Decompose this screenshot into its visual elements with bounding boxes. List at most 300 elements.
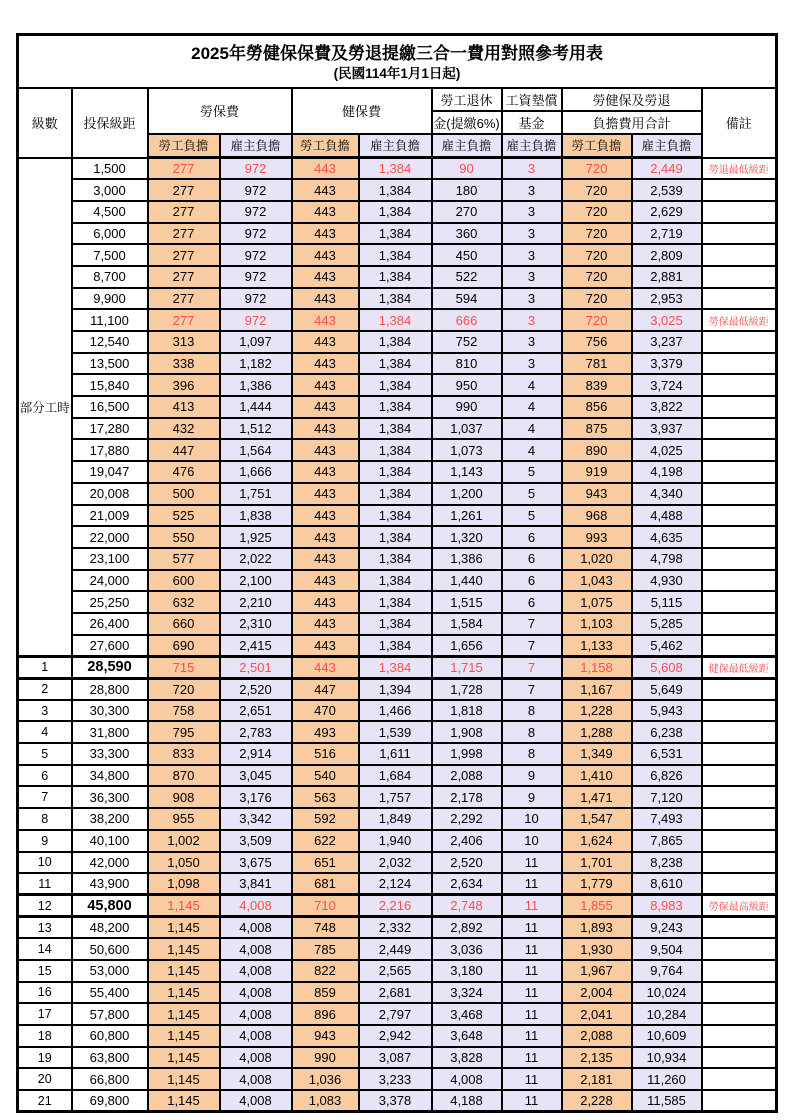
cell-labor-fee-employer: 972 xyxy=(220,223,292,245)
cell-health-fee-employee: 748 xyxy=(292,917,359,939)
cell-pension-employer: 752 xyxy=(432,331,502,353)
cell-remark xyxy=(702,1003,777,1025)
cell-wage-fund-employer: 11 xyxy=(502,1025,562,1047)
table-row xyxy=(18,917,777,939)
cell-health-fee-employer: 2,449 xyxy=(359,938,432,960)
cell-pension-employer: 2,178 xyxy=(432,786,502,808)
table-row xyxy=(18,526,777,548)
cell-bracket: 11,100 xyxy=(72,309,148,331)
cell-labor-fee-employer: 2,100 xyxy=(220,570,292,592)
cell-total-employer: 6,826 xyxy=(632,765,702,787)
cell-labor-fee-employee: 550 xyxy=(148,526,220,548)
cell-labor-fee-employer: 972 xyxy=(220,179,292,201)
cell-pension-employer: 2,748 xyxy=(432,895,502,917)
cell-labor-fee-employer: 3,342 xyxy=(220,808,292,830)
cell-remark xyxy=(702,266,777,288)
cell-pension-employer: 1,584 xyxy=(432,613,502,635)
cell-pension-employer: 4,188 xyxy=(432,1090,502,1112)
cell-bracket: 69,800 xyxy=(72,1090,148,1112)
cell-health-fee-employee: 443 xyxy=(292,483,359,505)
cell-bracket: 63,800 xyxy=(72,1047,148,1069)
cell-pension-employer: 1,818 xyxy=(432,700,502,722)
cell-remark: 勞保最高級距 xyxy=(702,895,777,917)
table-row xyxy=(18,201,777,223)
cell-labor-fee-employer: 2,501 xyxy=(220,656,292,678)
cell-total-employee: 720 xyxy=(562,158,632,180)
cell-bracket: 26,400 xyxy=(72,613,148,635)
cell-labor-fee-employer: 972 xyxy=(220,309,292,331)
cell-remark xyxy=(702,917,777,939)
cell-labor-fee-employee: 277 xyxy=(148,309,220,331)
table-row xyxy=(18,808,777,830)
table-row xyxy=(18,635,777,657)
cell-health-fee-employer: 3,233 xyxy=(359,1068,432,1090)
cell-wage-fund-employer: 10 xyxy=(502,808,562,830)
cell-labor-fee-employer: 4,008 xyxy=(220,1090,292,1112)
cell-remark: 勞保最低級距 xyxy=(702,309,777,331)
table-row xyxy=(18,873,777,895)
cell-health-fee-employer: 1,384 xyxy=(359,266,432,288)
title-row xyxy=(18,35,777,88)
cell-pension-employer: 3,648 xyxy=(432,1025,502,1047)
cell-bracket: 3,000 xyxy=(72,179,148,201)
cell-total-employer: 4,025 xyxy=(632,439,702,461)
cell-total-employer: 11,585 xyxy=(632,1090,702,1112)
cell-remark xyxy=(702,830,777,852)
cell-labor-fee-employee: 632 xyxy=(148,591,220,613)
cell-health-fee-employer: 1,384 xyxy=(359,223,432,245)
cell-wage-fund-employer: 4 xyxy=(502,418,562,440)
cell-pension-employer: 950 xyxy=(432,374,502,396)
cell-health-fee-employer: 1,384 xyxy=(359,548,432,570)
cell-total-employee: 1,893 xyxy=(562,917,632,939)
cell-wage-fund-employer: 11 xyxy=(502,895,562,917)
cell-labor-fee-employee: 1,145 xyxy=(148,938,220,960)
cell-remark xyxy=(702,982,777,1004)
cell-labor-fee-employee: 715 xyxy=(148,656,220,678)
cell-level: 18 xyxy=(18,1025,72,1047)
cell-total-employer: 7,865 xyxy=(632,830,702,852)
table-row xyxy=(18,1047,777,1069)
cell-remark xyxy=(702,786,777,808)
cell-wage-fund-employer: 7 xyxy=(502,656,562,678)
table-row xyxy=(18,461,777,483)
cell-labor-fee-employee: 908 xyxy=(148,786,220,808)
cell-pension-employer: 594 xyxy=(432,288,502,310)
cell-bracket: 53,000 xyxy=(72,960,148,982)
table-body xyxy=(18,158,777,1112)
cell-total-employer: 2,449 xyxy=(632,158,702,180)
cell-pension-employer: 4,008 xyxy=(432,1068,502,1090)
cell-total-employee: 1,103 xyxy=(562,613,632,635)
cell-bracket: 55,400 xyxy=(72,982,148,1004)
cell-pension-employer: 2,088 xyxy=(432,765,502,787)
cell-pension-employer: 666 xyxy=(432,309,502,331)
cell-health-fee-employee: 443 xyxy=(292,526,359,548)
cell-total-employer: 3,237 xyxy=(632,331,702,353)
cell-pension-employer: 1,656 xyxy=(432,635,502,657)
cell-wage-fund-employer: 8 xyxy=(502,700,562,722)
cell-remark xyxy=(702,960,777,982)
cell-labor-fee-employee: 833 xyxy=(148,743,220,765)
cell-remark xyxy=(702,418,777,440)
cell-remark xyxy=(702,1025,777,1047)
header-labor-insurance: 勞保費 xyxy=(148,88,292,134)
cell-total-employer: 4,340 xyxy=(632,483,702,505)
cell-pension-employer: 1,515 xyxy=(432,591,502,613)
cell-health-fee-employee: 785 xyxy=(292,938,359,960)
cell-level: 14 xyxy=(18,938,72,960)
cell-remark xyxy=(702,1090,777,1112)
cell-health-fee-employee: 443 xyxy=(292,288,359,310)
cell-health-fee-employer: 2,332 xyxy=(359,917,432,939)
cell-labor-fee-employer: 2,210 xyxy=(220,591,292,613)
cell-total-employer: 2,953 xyxy=(632,288,702,310)
cell-level: 10 xyxy=(18,852,72,874)
cell-health-fee-employee: 443 xyxy=(292,591,359,613)
cell-total-employer: 3,822 xyxy=(632,396,702,418)
table-row xyxy=(18,570,777,592)
cell-total-employee: 1,930 xyxy=(562,938,632,960)
table-row xyxy=(18,721,777,743)
cell-total-employee: 875 xyxy=(562,418,632,440)
cell-total-employer: 9,504 xyxy=(632,938,702,960)
cell-health-fee-employer: 1,384 xyxy=(359,396,432,418)
cell-pension-employer: 1,320 xyxy=(432,526,502,548)
cell-remark xyxy=(702,483,777,505)
cell-health-fee-employer: 1,384 xyxy=(359,591,432,613)
cell-total-employer: 4,798 xyxy=(632,548,702,570)
page-title: 2025年勞健保保費及勞退提繳三合一費用對照參考用表 xyxy=(191,44,603,64)
subheader-labor-employee: 勞工負擔 xyxy=(148,134,220,158)
cell-total-employer: 9,764 xyxy=(632,960,702,982)
cell-labor-fee-employee: 1,098 xyxy=(148,873,220,895)
cell-total-employee: 720 xyxy=(562,201,632,223)
cell-labor-fee-employee: 338 xyxy=(148,353,220,375)
cell-remark xyxy=(702,396,777,418)
cell-health-fee-employer: 1,384 xyxy=(359,353,432,375)
cell-total-employee: 1,855 xyxy=(562,895,632,917)
cell-health-fee-employee: 443 xyxy=(292,179,359,201)
cell-wage-fund-employer: 5 xyxy=(502,461,562,483)
cell-health-fee-employer: 2,124 xyxy=(359,873,432,895)
cell-remark xyxy=(702,873,777,895)
cell-labor-fee-employee: 277 xyxy=(148,244,220,266)
cell-health-fee-employer: 1,384 xyxy=(359,158,432,180)
cell-health-fee-employer: 3,378 xyxy=(359,1090,432,1112)
cell-total-employer: 5,115 xyxy=(632,591,702,613)
cell-wage-fund-employer: 3 xyxy=(502,331,562,353)
cell-remark xyxy=(702,526,777,548)
cell-total-employee: 1,228 xyxy=(562,700,632,722)
cell-wage-fund-employer: 3 xyxy=(502,266,562,288)
table-row xyxy=(18,223,777,245)
cell-bracket: 25,250 xyxy=(72,591,148,613)
cell-wage-fund-employer: 9 xyxy=(502,786,562,808)
cell-health-fee-employee: 443 xyxy=(292,223,359,245)
cell-labor-fee-employer: 1,512 xyxy=(220,418,292,440)
title-block xyxy=(18,35,777,88)
cell-health-fee-employee: 681 xyxy=(292,873,359,895)
cell-level: 12 xyxy=(18,895,72,917)
cell-health-fee-employer: 1,384 xyxy=(359,374,432,396)
cell-labor-fee-employer: 1,564 xyxy=(220,439,292,461)
cell-wage-fund-employer: 6 xyxy=(502,570,562,592)
cell-labor-fee-employer: 972 xyxy=(220,201,292,223)
cell-labor-fee-employer: 1,182 xyxy=(220,353,292,375)
table-row xyxy=(18,158,777,180)
cell-wage-fund-employer: 3 xyxy=(502,158,562,180)
cell-bracket: 57,800 xyxy=(72,1003,148,1025)
cell-remark: 勞退最低級距 xyxy=(702,158,777,180)
table-row xyxy=(18,505,777,527)
subheader-total-employer: 雇主負擔 xyxy=(632,134,702,158)
cell-remark xyxy=(702,505,777,527)
cell-total-employer: 2,881 xyxy=(632,266,702,288)
cell-bracket: 66,800 xyxy=(72,1068,148,1090)
cell-pension-employer: 270 xyxy=(432,201,502,223)
cell-health-fee-employer: 1,384 xyxy=(359,418,432,440)
cell-labor-fee-employee: 1,145 xyxy=(148,917,220,939)
cell-remark xyxy=(702,244,777,266)
cell-total-employee: 2,135 xyxy=(562,1047,632,1069)
cell-remark xyxy=(702,223,777,245)
cell-health-fee-employer: 1,384 xyxy=(359,439,432,461)
cell-remark xyxy=(702,461,777,483)
cell-level: 20 xyxy=(18,1068,72,1090)
cell-pension-employer: 3,324 xyxy=(432,982,502,1004)
cell-labor-fee-employee: 870 xyxy=(148,765,220,787)
cell-labor-fee-employer: 3,675 xyxy=(220,852,292,874)
cell-pension-employer: 990 xyxy=(432,396,502,418)
cell-health-fee-employer: 1,940 xyxy=(359,830,432,852)
cell-labor-fee-employee: 1,145 xyxy=(148,1068,220,1090)
cell-bracket: 40,100 xyxy=(72,830,148,852)
table-row xyxy=(18,1090,777,1112)
cell-labor-fee-employee: 396 xyxy=(148,374,220,396)
cell-wage-fund-employer: 7 xyxy=(502,678,562,700)
cell-bracket: 30,300 xyxy=(72,700,148,722)
cell-health-fee-employer: 1,539 xyxy=(359,721,432,743)
cell-bracket: 28,590 xyxy=(72,656,148,678)
cell-labor-fee-employer: 2,914 xyxy=(220,743,292,765)
subheader-labor-employer: 雇主負擔 xyxy=(220,134,292,158)
cell-level: 17 xyxy=(18,1003,72,1025)
cell-labor-fee-employer: 1,751 xyxy=(220,483,292,505)
cell-total-employer: 5,608 xyxy=(632,656,702,678)
cell-labor-fee-employee: 1,145 xyxy=(148,1090,220,1112)
cell-wage-fund-employer: 5 xyxy=(502,483,562,505)
cell-health-fee-employer: 1,384 xyxy=(359,570,432,592)
cell-health-fee-employee: 443 xyxy=(292,656,359,678)
header-total-line1: 勞健保及勞退 xyxy=(562,88,702,111)
table-row xyxy=(18,1025,777,1047)
cell-total-employee: 919 xyxy=(562,461,632,483)
cell-total-employer: 3,379 xyxy=(632,353,702,375)
cell-total-employee: 1,020 xyxy=(562,548,632,570)
cell-level: 3 xyxy=(18,700,72,722)
cell-total-employee: 856 xyxy=(562,396,632,418)
cell-bracket: 36,300 xyxy=(72,786,148,808)
cell-remark xyxy=(702,548,777,570)
cell-labor-fee-employee: 277 xyxy=(148,201,220,223)
cell-pension-employer: 450 xyxy=(432,244,502,266)
cell-bracket: 33,300 xyxy=(72,743,148,765)
cell-bracket: 60,800 xyxy=(72,1025,148,1047)
cell-total-employer: 10,934 xyxy=(632,1047,702,1069)
cell-labor-fee-employer: 2,310 xyxy=(220,613,292,635)
cell-labor-fee-employee: 955 xyxy=(148,808,220,830)
cell-health-fee-employee: 443 xyxy=(292,244,359,266)
cell-total-employer: 7,493 xyxy=(632,808,702,830)
cell-labor-fee-employee: 1,145 xyxy=(148,895,220,917)
cell-labor-fee-employer: 4,008 xyxy=(220,938,292,960)
cell-labor-fee-employee: 660 xyxy=(148,613,220,635)
cell-labor-fee-employer: 3,841 xyxy=(220,873,292,895)
cell-bracket: 48,200 xyxy=(72,917,148,939)
cell-total-employer: 5,649 xyxy=(632,678,702,700)
cell-total-employer: 7,120 xyxy=(632,786,702,808)
cell-total-employee: 720 xyxy=(562,244,632,266)
cell-health-fee-employer: 1,384 xyxy=(359,635,432,657)
cell-labor-fee-employee: 277 xyxy=(148,288,220,310)
cell-wage-fund-employer: 5 xyxy=(502,505,562,527)
cell-labor-fee-employee: 795 xyxy=(148,721,220,743)
cell-remark xyxy=(702,201,777,223)
cell-health-fee-employer: 1,849 xyxy=(359,808,432,830)
cell-health-fee-employee: 443 xyxy=(292,201,359,223)
cell-total-employer: 3,724 xyxy=(632,374,702,396)
table-row xyxy=(18,309,777,331)
table-row xyxy=(18,266,777,288)
cell-health-fee-employer: 2,797 xyxy=(359,1003,432,1025)
cell-bracket: 4,500 xyxy=(72,201,148,223)
cell-labor-fee-employer: 3,509 xyxy=(220,830,292,852)
cell-total-employee: 781 xyxy=(562,353,632,375)
cell-labor-fee-employer: 2,520 xyxy=(220,678,292,700)
cell-wage-fund-employer: 9 xyxy=(502,765,562,787)
table-row xyxy=(18,439,777,461)
cell-remark xyxy=(702,700,777,722)
cell-total-employee: 2,088 xyxy=(562,1025,632,1047)
cell-labor-fee-employer: 4,008 xyxy=(220,917,292,939)
cell-total-employer: 10,284 xyxy=(632,1003,702,1025)
cell-labor-fee-employee: 690 xyxy=(148,635,220,657)
cell-total-employee: 720 xyxy=(562,223,632,245)
cell-wage-fund-employer: 11 xyxy=(502,982,562,1004)
cell-labor-fee-employee: 758 xyxy=(148,700,220,722)
cell-pension-employer: 2,892 xyxy=(432,917,502,939)
cell-pension-employer: 3,828 xyxy=(432,1047,502,1069)
cell-health-fee-employer: 1,384 xyxy=(359,244,432,266)
cell-wage-fund-employer: 3 xyxy=(502,309,562,331)
cell-labor-fee-employer: 1,666 xyxy=(220,461,292,483)
cell-total-employee: 1,349 xyxy=(562,743,632,765)
cell-bracket: 23,100 xyxy=(72,548,148,570)
table-row xyxy=(18,700,777,722)
cell-health-fee-employer: 2,565 xyxy=(359,960,432,982)
cell-total-employee: 1,288 xyxy=(562,721,632,743)
cell-bracket: 7,500 xyxy=(72,244,148,266)
cell-labor-fee-employee: 447 xyxy=(148,439,220,461)
cell-total-employee: 720 xyxy=(562,309,632,331)
table-row xyxy=(18,830,777,852)
cell-total-employee: 1,133 xyxy=(562,635,632,657)
cell-wage-fund-employer: 11 xyxy=(502,938,562,960)
cell-remark xyxy=(702,570,777,592)
cell-bracket: 16,500 xyxy=(72,396,148,418)
cell-remark xyxy=(702,439,777,461)
cell-wage-fund-employer: 7 xyxy=(502,635,562,657)
cell-total-employer: 6,238 xyxy=(632,721,702,743)
cell-wage-fund-employer: 3 xyxy=(502,179,562,201)
cell-labor-fee-employer: 3,176 xyxy=(220,786,292,808)
cell-wage-fund-employer: 7 xyxy=(502,613,562,635)
cell-level: 7 xyxy=(18,786,72,808)
cell-total-employer: 3,025 xyxy=(632,309,702,331)
cell-total-employee: 720 xyxy=(562,288,632,310)
cell-health-fee-employee: 443 xyxy=(292,309,359,331)
cell-total-employee: 720 xyxy=(562,179,632,201)
cell-level: 16 xyxy=(18,982,72,1004)
cell-total-employer: 2,539 xyxy=(632,179,702,201)
table-row xyxy=(18,678,777,700)
cell-level: 15 xyxy=(18,960,72,982)
cell-wage-fund-employer: 6 xyxy=(502,591,562,613)
cell-labor-fee-employee: 1,145 xyxy=(148,1025,220,1047)
cell-bracket: 9,900 xyxy=(72,288,148,310)
cell-health-fee-employer: 1,384 xyxy=(359,461,432,483)
cell-health-fee-employee: 443 xyxy=(292,331,359,353)
cell-health-fee-employee: 443 xyxy=(292,396,359,418)
cell-health-fee-employee: 710 xyxy=(292,895,359,917)
cell-level: 9 xyxy=(18,830,72,852)
cell-total-employer: 3,937 xyxy=(632,418,702,440)
cell-level: 11 xyxy=(18,873,72,895)
cell-remark: 健保最低級距 xyxy=(702,656,777,678)
cell-total-employee: 2,004 xyxy=(562,982,632,1004)
cell-total-employee: 2,181 xyxy=(562,1068,632,1090)
cell-wage-fund-employer: 3 xyxy=(502,288,562,310)
subheader-health-employee: 勞工負擔 xyxy=(292,134,359,158)
cell-health-fee-employer: 2,032 xyxy=(359,852,432,874)
cell-health-fee-employee: 443 xyxy=(292,613,359,635)
cell-labor-fee-employee: 1,050 xyxy=(148,852,220,874)
cell-health-fee-employer: 1,384 xyxy=(359,331,432,353)
cell-wage-fund-employer: 6 xyxy=(502,548,562,570)
cell-bracket: 45,800 xyxy=(72,895,148,917)
cell-wage-fund-employer: 3 xyxy=(502,223,562,245)
cell-health-fee-employer: 1,384 xyxy=(359,656,432,678)
cell-total-employer: 4,635 xyxy=(632,526,702,548)
cell-health-fee-employee: 516 xyxy=(292,743,359,765)
cell-labor-fee-employer: 4,008 xyxy=(220,1047,292,1069)
cell-pension-employer: 360 xyxy=(432,223,502,245)
table-row xyxy=(18,938,777,960)
cell-labor-fee-employer: 972 xyxy=(220,158,292,180)
cell-health-fee-employer: 1,384 xyxy=(359,483,432,505)
cell-labor-fee-employee: 720 xyxy=(148,678,220,700)
cell-bracket: 6,000 xyxy=(72,223,148,245)
cell-remark xyxy=(702,743,777,765)
cell-total-employer: 4,198 xyxy=(632,461,702,483)
cell-total-employee: 2,041 xyxy=(562,1003,632,1025)
cell-pension-employer: 90 xyxy=(432,158,502,180)
cell-labor-fee-employee: 432 xyxy=(148,418,220,440)
cell-bracket: 21,009 xyxy=(72,505,148,527)
cell-total-employee: 993 xyxy=(562,526,632,548)
cell-pension-employer: 1,037 xyxy=(432,418,502,440)
